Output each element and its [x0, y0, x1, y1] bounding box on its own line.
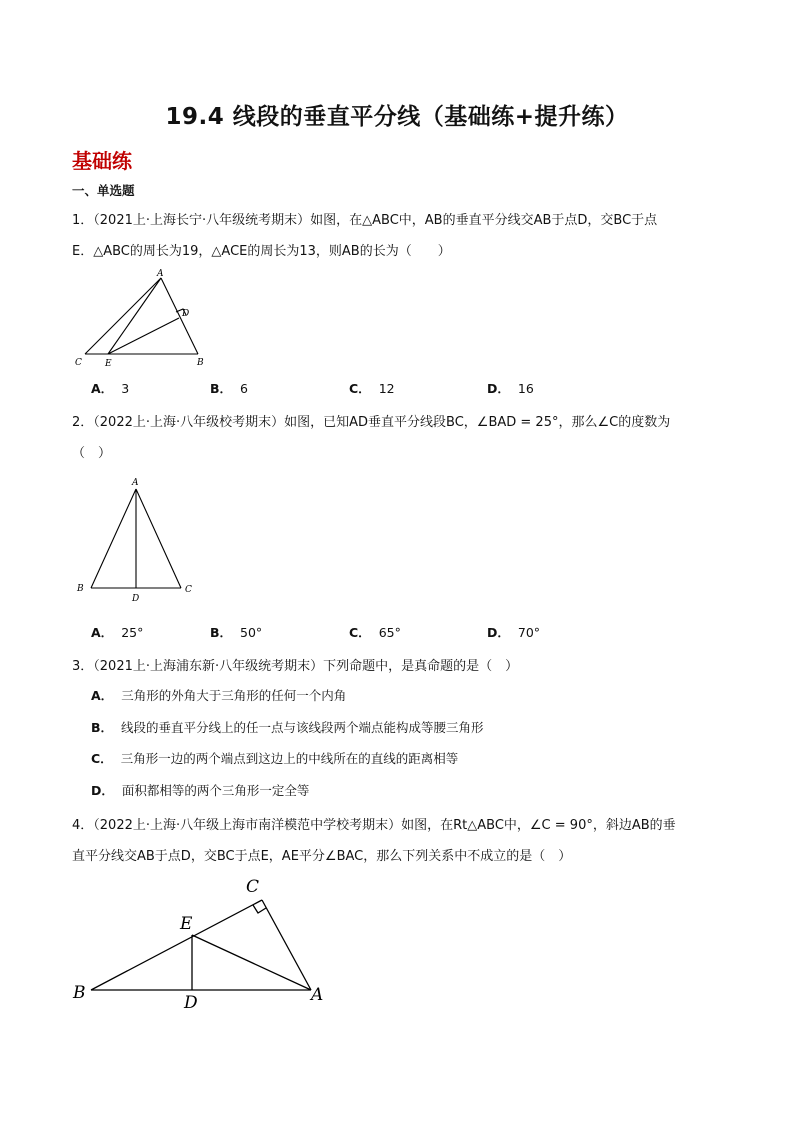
q1-segment-ab	[161, 278, 198, 354]
q1-text-line1: 1．（2021上·上海长宁·八年级统考期末）如图，在△ABC中，AB的垂直平分线交AB于点D，交BC于点	[72, 213, 658, 228]
q2-figure	[70, 474, 200, 606]
page-title: 19.4 线段的垂直平分线（基础练+提升练）	[165, 104, 629, 130]
q1-segment-ed	[108, 318, 179, 354]
q2-option-d[interactable]: D． 70°	[487, 625, 541, 640]
q1-option-c[interactable]: C． 12	[349, 381, 395, 396]
q4-figure	[70, 872, 340, 1014]
section-heading: 基础练	[72, 149, 132, 173]
q2-label-b: B	[77, 584, 84, 594]
q2-text-line1: 2．（2022上·上海·八年级校考期末）如图，已知AD垂直平分线段BC，∠BAD = 25°，那么∠C的度数为	[72, 415, 671, 430]
q1-label-c: C	[75, 358, 82, 368]
q1-text-line2: E．△ABC的周长为19，△ACE的周长为13，则AB的长为（ ）	[72, 244, 451, 259]
part-heading: 一、单选题	[72, 183, 135, 198]
q4-segment-ca	[262, 900, 311, 990]
q1-label-e: E	[105, 359, 112, 369]
q1-segment-ae	[108, 278, 161, 354]
q4-segment-ea	[192, 935, 311, 990]
q2-label-c: C	[185, 585, 192, 595]
q1-label-a: A	[157, 269, 164, 279]
q2-segment-ac	[136, 489, 181, 588]
q4-label-e: E	[180, 914, 193, 934]
q3-text-line1: 3．（2021上·上海浦东新·八年级统考期末）下列命题中，是真命题的是（ ）	[72, 659, 519, 674]
q4-label-c: C	[246, 877, 260, 897]
q2-label-a: A	[132, 478, 139, 488]
q1-option-a[interactable]: A． 3	[91, 381, 130, 396]
q2-segment-ab	[91, 489, 136, 588]
q4-label-a: A	[311, 985, 324, 1005]
q1-option-d[interactable]: D． 16	[487, 381, 534, 396]
q1-figure	[70, 266, 220, 370]
q1-label-d: D	[182, 309, 190, 319]
q4-label-b: B	[73, 983, 86, 1003]
q2-text-line2: （ ）	[72, 446, 112, 461]
q1-option-b[interactable]: B． 6	[210, 381, 248, 396]
q2-option-a[interactable]: A． 25°	[91, 625, 144, 640]
q2-option-b[interactable]: B． 50°	[210, 625, 263, 640]
q1-label-b: B	[197, 358, 204, 368]
q4-right-angle-mark	[253, 905, 266, 913]
q2-option-c[interactable]: C． 65°	[349, 625, 401, 640]
q4-label-d: D	[184, 993, 198, 1013]
q4-segment-bc	[91, 900, 262, 990]
q2-label-d: D	[132, 594, 140, 604]
q1-segment-ca	[85, 278, 161, 354]
q4-text-line1: 4．（2022上·上海·八年级上海市南洋模范中学校考期末）如图，在Rt△ABC中，∠C = 90°，斜边AB的垂	[72, 818, 676, 833]
q4-text-line2: 直平分线交AB于点D，交BC于点E，AE平分∠BAC，那么下列关系中不成立的是（ ）	[72, 849, 572, 864]
q3-option-c[interactable]: C． 三角形一边的两个端点到这边上的中线所在的直线的距离相等	[91, 751, 459, 766]
q3-option-d[interactable]: D． 面积都相等的两个三角形一定全等	[91, 783, 310, 798]
q3-option-a[interactable]: A． 三角形的外角大于三角形的任何一个内角	[91, 688, 347, 703]
q3-option-b[interactable]: B． 线段的垂直平分线上的任一点与该线段两个端点能构成等腰三角形	[91, 720, 484, 735]
